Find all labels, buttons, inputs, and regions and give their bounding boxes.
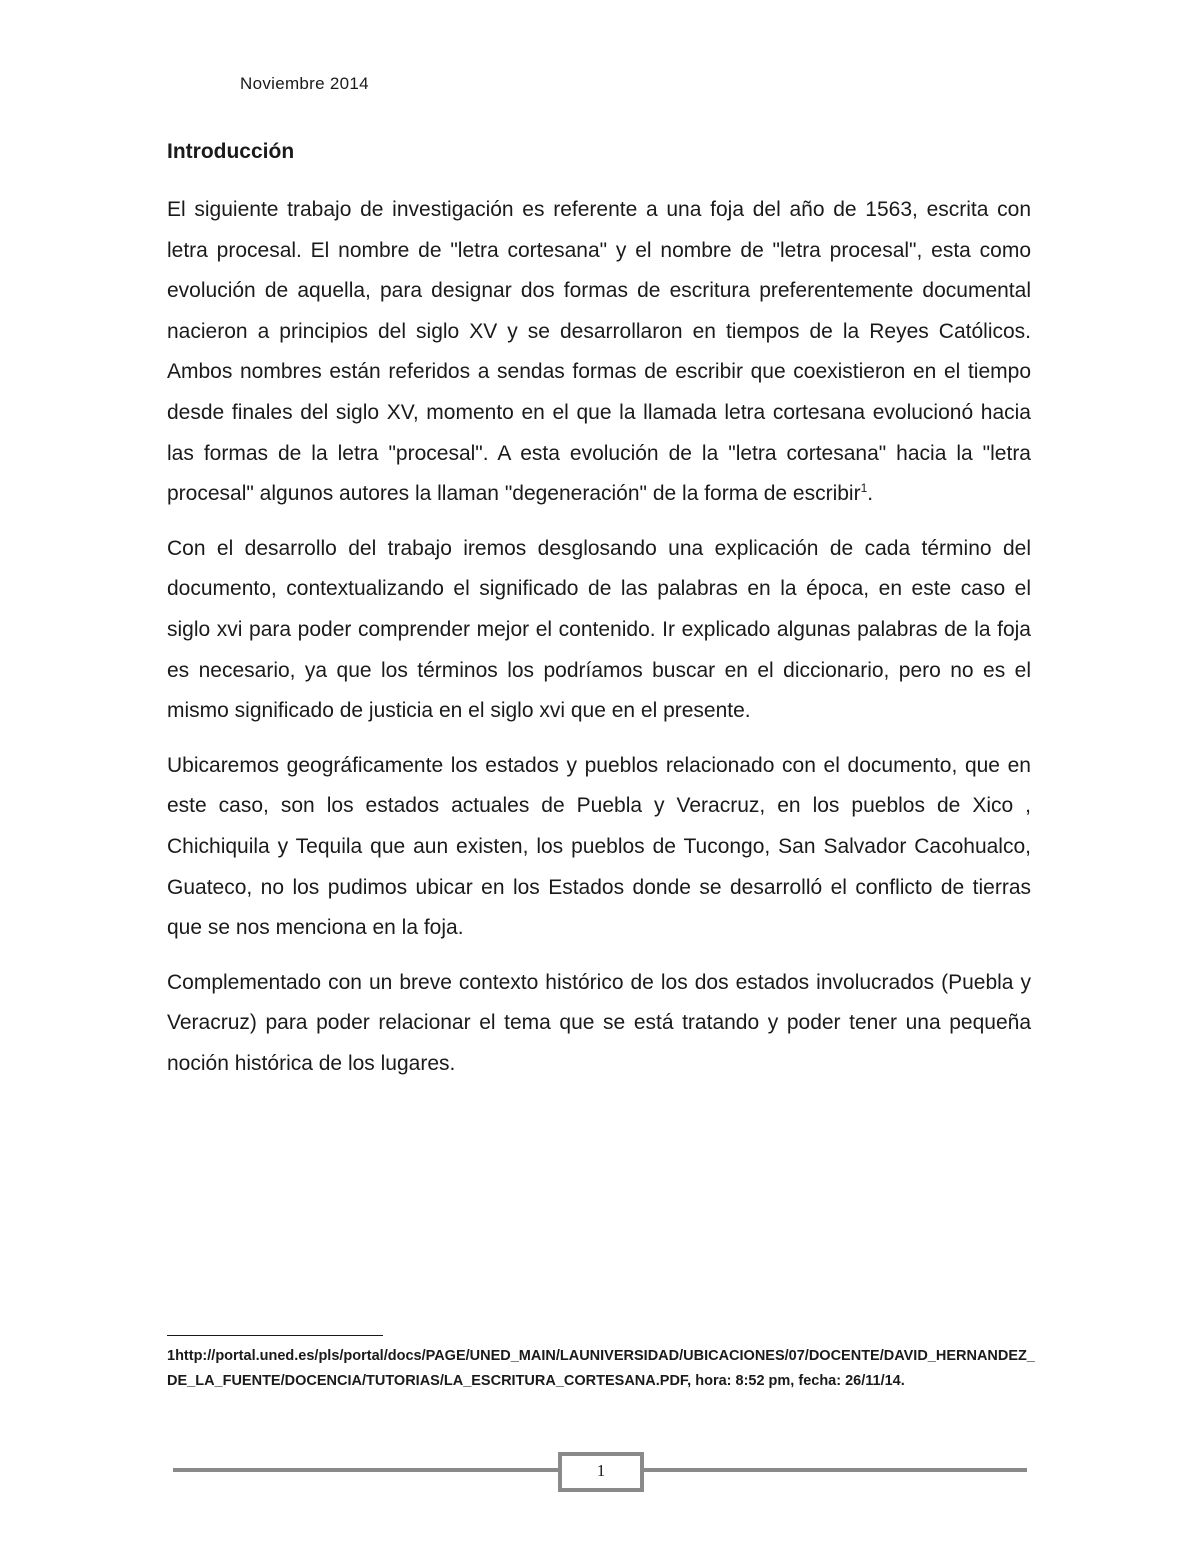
body-text xyxy=(167,190,1031,1098)
footer-line-left xyxy=(173,1468,558,1472)
paragraph-1 xyxy=(167,190,1031,515)
page-number: 1 xyxy=(558,1452,644,1492)
footnote-separator xyxy=(167,1335,383,1336)
section-title: Introducción xyxy=(167,140,295,163)
footer-line-right xyxy=(641,1468,1027,1472)
header-date: Noviembre 2014 xyxy=(240,74,369,93)
paragraph-2: Con el desarrollo del trabajo iremos desglosando una explicación de cada término del documento, contextualizando el significado de las palabras en la época, en este caso el siglo xvi para poder comprender mejor el contenido. Ir explicado algunas palabras de la foja es necesario, ya que los términos los podríamos buscar en el diccionario, pero no es el mismo significado de justicia en el siglo xvi que en el presente. xyxy=(167,536,1031,723)
paragraph-1-text: El siguiente trabajo de investigación es referente a una foja del año de 1563, escrita con letra procesal. El nombre de "letra cortesana" y el nombre de "letra procesal", esta como evolución de aquella, para designar dos formas de escritura preferentemente documental nacieron a principios del siglo XV y se desarrollaron en tiempos de la Reyes Católicos. Ambos nombres están referidos a sendas formas de escribir que coexistieron en el tiempo desde finales del siglo XV, momento en el que la llamada letra cortesana evolucionó hacia las formas de la letra "procesal". A esta evolución de la "letra cortesana" hacia la "letra procesal" algunos autores la llaman "degeneración" de la forma de escribir xyxy=(167,198,1031,506)
footnote-text: 1http://portal.uned.es/pls/portal/docs/PAGE/UNED_MAIN/LAUNIVERSIDAD/UBICACIONES/07/DOCENTE/DAVID_HERNANDEZ_DE_LA_FUENTE/DOCENCIA/TUTORIAS/LA_ESCRITURA_CORTESANA.PDF, hora: 8:52 pm, fecha: 26/11/14. xyxy=(167,1348,1035,1389)
paragraph-4: Complementado con un breve contexto histórico de los dos estados involucrados (Puebla y Veracruz) para poder relacionar el tema que se está tratando y poder tener una pequeña noción histórica de los lugares. xyxy=(167,970,1031,1075)
paragraph-1-end: . xyxy=(867,482,874,506)
footnote-reference: 1 xyxy=(860,481,868,496)
paragraph-3: Ubicaremos geográficamente los estados y pueblos relacionado con el documento, que en este caso, son los estados actuales de Puebla y Veracruz, en los pueblos de Xico , Chichiquila y Tequila que aun existen, los pueblos de Tucongo, San Salvador Cacohualco, Guateco, no los pudimos ubicar en los Estados donde se desarrolló el conflicto de tierras que se nos menciona en la foja. xyxy=(167,753,1031,940)
